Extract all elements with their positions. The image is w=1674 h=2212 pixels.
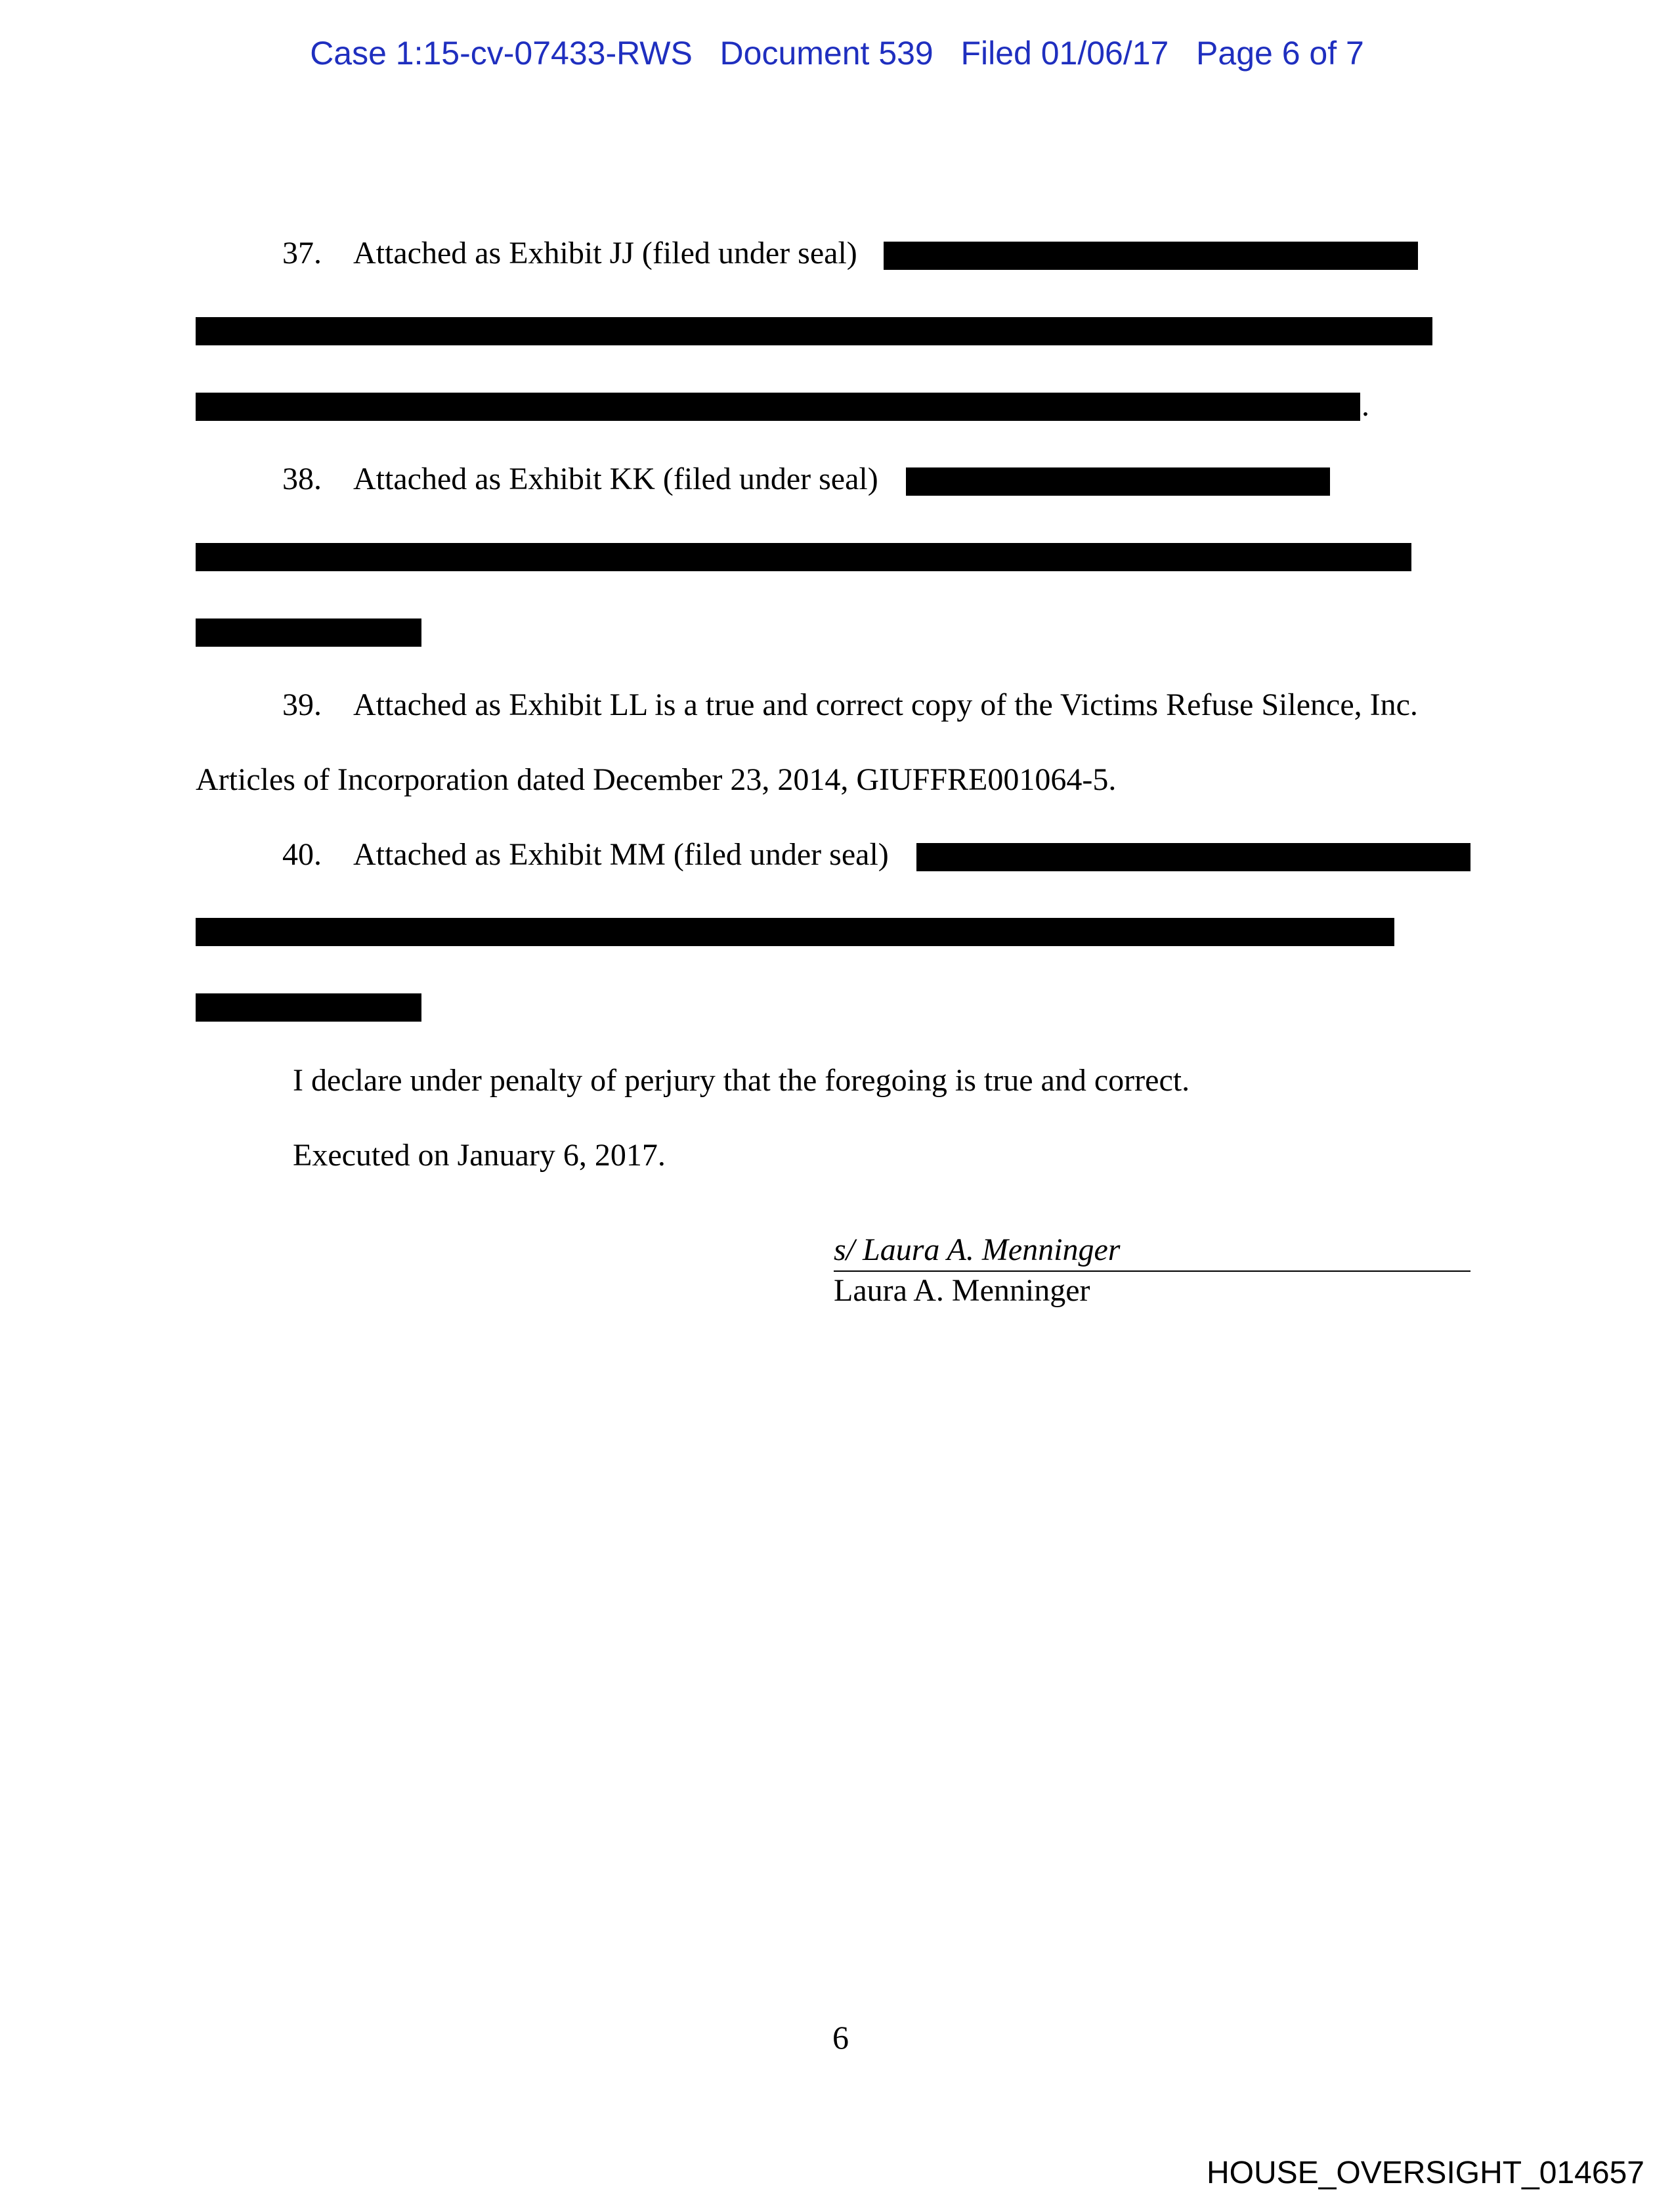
header-filed: Filed 01/06/17: [960, 35, 1169, 72]
paragraph-38-number: 38.: [282, 462, 322, 496]
ecf-header: [0, 34, 1674, 72]
paragraph-39-number: 39.: [282, 687, 322, 722]
redaction-block: [196, 393, 1360, 421]
redaction-block: [196, 317, 1432, 345]
redaction-block: [196, 993, 421, 1022]
header-page: Page 6 of 7: [1196, 35, 1364, 72]
paragraph-39-line1: Attached as Exhibit LL is a true and correct copy of the Victims Refuse Silence, Inc.: [353, 687, 1418, 722]
redaction-block: [196, 618, 421, 647]
redaction-block: [916, 843, 1470, 871]
redaction-block: [196, 918, 1394, 946]
header-case: Case 1:15-cv-07433-RWS: [310, 35, 693, 72]
execution-date: Executed on January 6, 2017.: [293, 1138, 666, 1173]
paragraph-37-number: 37.: [282, 236, 322, 271]
signature-line: [834, 1270, 1470, 1272]
paragraph-37-text: Attached as Exhibit JJ (filed under seal): [353, 236, 857, 271]
paragraph-38-text: Attached as Exhibit KK (filed under seal): [353, 462, 878, 496]
page-number: 6: [832, 2019, 849, 2056]
paragraph-39-line2: Articles of Incorporation dated December 23, 2014, GIUFFRE001064-5.: [196, 762, 1117, 797]
bates-number: HOUSE_OVERSIGHT_014657: [1207, 2156, 1644, 2190]
signatory-name: Laura A. Menninger: [834, 1273, 1090, 1308]
electronic-signature: s/ Laura A. Menninger: [834, 1232, 1121, 1267]
redaction-block: [196, 543, 1411, 571]
header-document: Document 539: [719, 35, 934, 72]
redaction-block: [884, 242, 1418, 270]
redaction-block: [906, 467, 1330, 496]
paragraph-40-number: 40.: [282, 837, 322, 872]
paragraph-37-end-period: .: [1362, 388, 1369, 423]
declaration-statement: I declare under penalty of perjury that the foregoing is true and correct.: [293, 1063, 1190, 1098]
paragraph-40-text: Attached as Exhibit MM (filed under seal): [353, 837, 889, 872]
